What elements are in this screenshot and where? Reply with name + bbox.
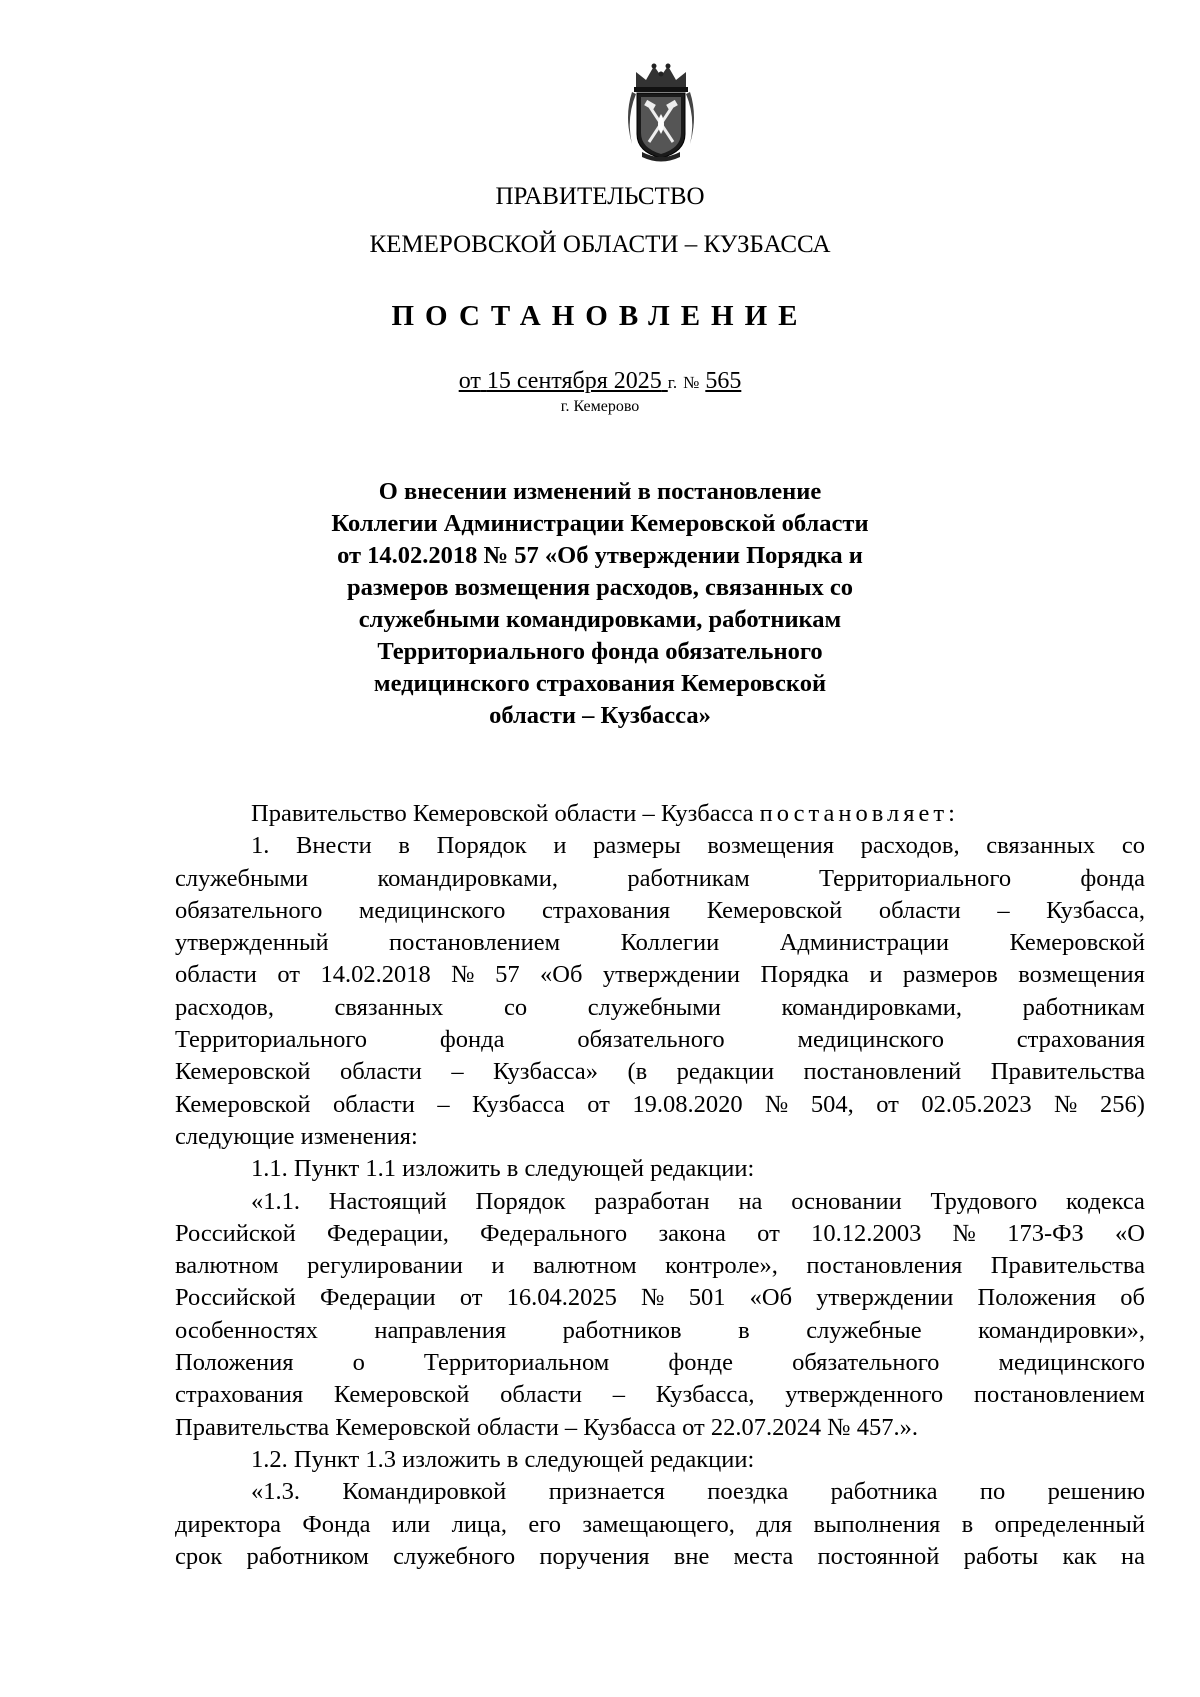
body-line: Российской Федерации, Федерального закона от 10.12.2003 № 173-ФЗ «О	[175, 1219, 1145, 1247]
document-date: 15 сентября 2025	[486, 368, 662, 394]
preamble	[175, 798, 1145, 830]
coat-of-arms-icon	[622, 62, 700, 162]
city-name: г. Кемерово	[560, 398, 640, 415]
document-title	[300, 476, 900, 732]
preamble-text: Правительство Кемеровской области – Кузбасса	[251, 800, 754, 827]
title-line: от 14.02.2018 № 57 «Об утверждении Порядка и	[337, 542, 863, 569]
body-line: директора Фонда или лица, его замещающего, для выполнения в определенный	[175, 1510, 1145, 1538]
title-line: О внесении изменений в постановление	[378, 478, 822, 505]
document-number: 565	[705, 368, 742, 394]
body-line: особенностях направления работников в служебные командировки»,	[175, 1316, 1145, 1344]
title-line: размеров возмещения расходов, связанных со	[347, 574, 853, 601]
year-suffix: г.	[667, 373, 678, 392]
body-line: Кемеровской области – Кузбасса от 19.08.2020 № 504, от 02.05.2023 № 256)	[175, 1090, 1145, 1118]
body-line: срок работником служебного поручения вне места постоянной работы как на	[175, 1542, 1145, 1570]
title-line: служебными командировками, работникам	[358, 606, 842, 633]
body-line: утвержденный постановлением Коллегии Администрации Кемеровской	[175, 929, 1145, 957]
body-line: области от 14.02.2018 № 57 «Об утверждении Порядка и размеров возмещения	[175, 961, 1145, 989]
body-line: Правительства Кемеровской области – Кузбасса от 22.07.2024 № 457.».	[175, 1413, 919, 1441]
document-body	[175, 798, 1145, 1573]
resolves-word: постановляет:	[759, 800, 959, 827]
org-name-line-2: КЕМЕРОВСКОЙ ОБЛАСТИ – КУЗБАССА	[369, 231, 831, 258]
title-line: области – Кузбасса»	[489, 702, 711, 729]
body-line: служебными командировками, работникам Территориального фонда	[175, 864, 1145, 892]
body-line: обязательного медицинского страхования Кемеровской области – Кузбасса,	[175, 896, 1145, 924]
org-name-line-1: ПРАВИТЕЛЬСТВО	[495, 183, 705, 210]
body-line: расходов, связанных со служебными командировками, работникам	[175, 993, 1145, 1021]
date-number-line	[0, 368, 1200, 395]
body-line: «1.3. Командировкой признается поездка работника по решению	[251, 1478, 1145, 1506]
title-line: Коллегии Администрации Кемеровской области	[331, 510, 869, 537]
body-line: Российской Федерации от 16.04.2025 № 501 «Об утверждении Положения об	[175, 1284, 1145, 1312]
number-sign: №	[683, 373, 700, 392]
date-prefix: от	[458, 368, 481, 394]
body-line: 1.2. Пункт 1.3 изложить в следующей редакции:	[251, 1445, 755, 1473]
body-line: Кемеровской области – Кузбасса» (в редакции постановлений Правительства	[175, 1058, 1145, 1086]
body-line: валютном регулировании и валютном контроле», постановления Правительства	[175, 1252, 1145, 1280]
title-line: медицинского страхования Кемеровской	[373, 670, 827, 697]
body-line: 1. Внести в Порядок и размеры возмещения расходов, связанных со	[251, 832, 1145, 860]
body-line: страхования Кемеровской области – Кузбасса, утвержденного постановлением	[175, 1381, 1145, 1409]
title-line: Территориального фонда обязательного	[377, 638, 823, 665]
body-line: Территориального фонда обязательного медицинского страхования	[175, 1026, 1145, 1054]
document-type: ПОСТАНОВЛЕНИЕ	[391, 300, 809, 332]
body-line: «1.1. Настоящий Порядок разработан на основании Трудового кодекса	[251, 1187, 1145, 1215]
body-line: следующие изменения:	[175, 1122, 418, 1150]
body-line: 1.1. Пункт 1.1 изложить в следующей редакции:	[251, 1155, 755, 1183]
body-line: Положения о Территориальном фонде обязательного медицинского	[175, 1349, 1145, 1377]
